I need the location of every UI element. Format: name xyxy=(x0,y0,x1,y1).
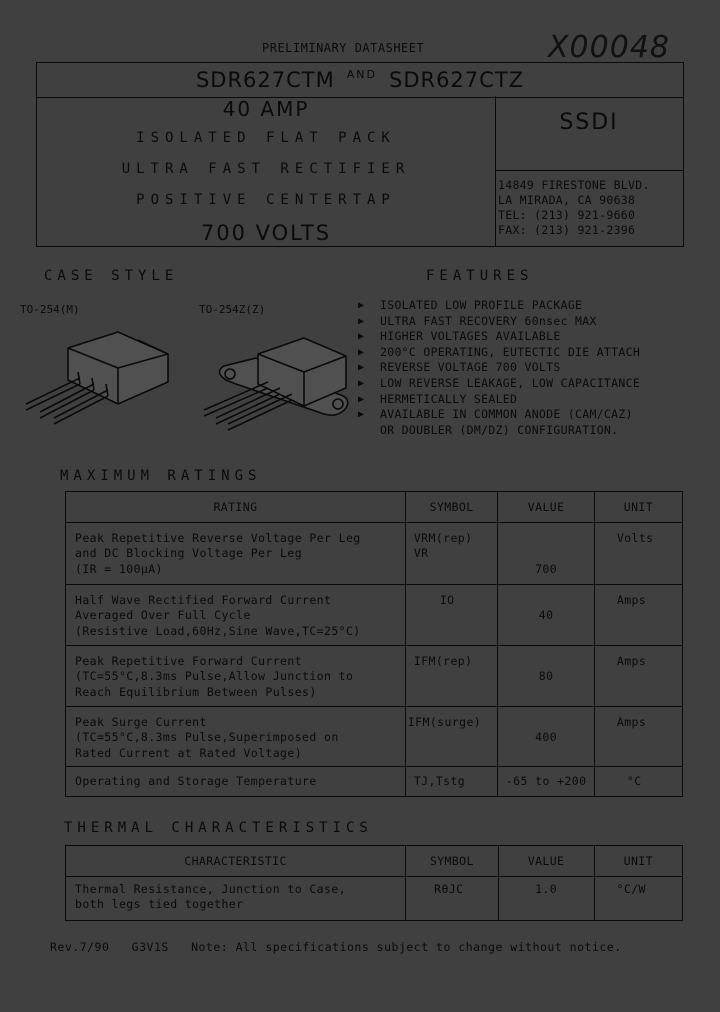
bullet-arrow-icon: ▶ xyxy=(358,315,365,327)
unit-cell: °C xyxy=(626,774,642,788)
doc-code: G3V1S xyxy=(131,940,169,954)
col-header-unit: UNIT xyxy=(594,846,682,877)
case-style-heading: CASE STYLE xyxy=(44,268,179,284)
table-row xyxy=(66,585,683,646)
bullet-arrow-icon: ▶ xyxy=(358,300,365,311)
symbol-cell: VRM(rep) VR xyxy=(413,531,473,561)
product-line-3: ULTRA FAST RECTIFIER xyxy=(121,161,411,177)
table-header-row xyxy=(66,492,683,523)
to254z-package-drawing xyxy=(196,318,361,433)
thermal-heading: THERMAL CHARACTERISTICS xyxy=(64,820,373,836)
divider xyxy=(496,170,683,171)
value-cell: 1.0 xyxy=(535,882,558,896)
bullet-arrow-icon: ▶ xyxy=(358,362,365,374)
unit-cell: Amps xyxy=(616,593,647,607)
package-label-1: TO-254(M) xyxy=(20,303,80,316)
symbol-cell: IO xyxy=(439,593,455,607)
bullet-arrow-icon: ▶ xyxy=(358,409,365,421)
rating-cell: Half Wave Rectified Forward Current Averaged Over Full Cycle (Resistive Load,60Hz,Sine Wave,TC=25°C) xyxy=(75,593,361,638)
value-cell: 400 xyxy=(535,730,558,745)
list-item: ▶ ISOLATED LOW PROFILE PACKAGE xyxy=(358,298,583,312)
rating-cell: Peak Repetitive Forward Current (TC=55°C,8.3ms Pulse,Allow Junction to Reach Equilibrium Between Pulses) xyxy=(75,654,354,699)
preliminary-label: PRELIMINARY DATASHEET xyxy=(262,41,425,55)
company-name: SSDI xyxy=(559,110,619,135)
col-header-rating: RATING xyxy=(66,492,406,523)
value-cell: 700 xyxy=(535,561,558,576)
table-header-row xyxy=(66,846,683,877)
package-label-2: TO-254Z(Z) xyxy=(199,303,266,316)
address-line-2: LA MIRADA, CA 90638 xyxy=(498,193,636,207)
handwritten-code: X00048 xyxy=(548,30,670,65)
title-strip xyxy=(36,62,684,98)
symbol-cell: TJ,Tstg xyxy=(413,774,466,788)
symbol-cell: RθJC xyxy=(434,882,464,896)
bullet-arrow-icon: ▶ xyxy=(358,393,365,405)
symbol-cell: IFM(rep) xyxy=(413,654,473,668)
characteristic-cell: Thermal Resistance, Junction to Case, both legs tied together xyxy=(75,882,346,912)
tel-line: TEL: (213) 921-9660 xyxy=(498,208,636,222)
col-header-symbol: SYMBOL xyxy=(406,846,498,877)
fax-line: FAX: (213) 921-2396 xyxy=(498,223,636,237)
table-row xyxy=(66,646,683,707)
list-item: ▶ HERMETICALLY SEALED xyxy=(358,391,518,406)
table-row xyxy=(66,877,683,921)
revision: Rev.7/90 xyxy=(50,940,110,954)
thermal-table xyxy=(65,845,683,921)
bullet-arrow-icon: ▶ xyxy=(358,346,365,358)
product-line-2: ISOLATED FLAT PACK xyxy=(136,130,396,146)
list-item: ▶ LOW REVERSE LEAKAGE, LOW CAPACITANCE xyxy=(358,375,641,390)
product-amps: 40 AMP xyxy=(222,97,310,121)
part-title xyxy=(37,63,683,97)
unit-cell: °C/W xyxy=(616,882,646,896)
rating-cell: Operating and Storage Temperature xyxy=(75,774,317,788)
unit-cell: Amps xyxy=(616,715,647,729)
bullet-arrow-icon: ▶ xyxy=(358,377,365,389)
features-heading: FEATURES xyxy=(426,268,534,284)
col-header-unit: UNIT xyxy=(594,492,682,523)
col-header-symbol: SYMBOL xyxy=(405,492,497,523)
list-item: ▶ ULTRA FAST RECOVERY 60nsec MAX xyxy=(358,313,597,328)
address-line-1: 14849 FIRESTONE BLVD. xyxy=(498,178,650,192)
and-word: AND xyxy=(346,67,377,81)
list-item: ▶ AVAILABLE IN COMMON ANODE (CAM/CAZ) xyxy=(358,407,633,422)
company-address xyxy=(498,178,650,238)
part-b: SDR627CTZ xyxy=(388,68,525,92)
symbol-cell: IFM(surge) xyxy=(407,715,482,729)
rating-cell: Peak Repetitive Reverse Voltage Per Leg and DC Blocking Voltage Per Leg (IR = 100µA) xyxy=(75,531,361,576)
col-header-value: VALUE xyxy=(498,846,594,877)
value-cell: -65 to +200 xyxy=(505,774,587,788)
table-row xyxy=(66,767,683,797)
table-row xyxy=(66,523,683,585)
bullet-arrow-icon: ▶ xyxy=(358,331,365,343)
table-row xyxy=(66,707,683,767)
list-item: ▶ REVERSE VOLTAGE 700 VOLTS xyxy=(358,360,561,375)
max-ratings-table xyxy=(65,491,683,797)
features-list xyxy=(358,298,640,438)
value-cell: 40 xyxy=(538,608,554,623)
product-line-4: POSITIVE CENTERTAP xyxy=(136,192,396,208)
col-header-value: VALUE xyxy=(498,492,595,523)
rating-cell: Peak Surge Current (TC=55°C,8.3ms Pulse,Superimposed on Rated Current at Rated Voltage) xyxy=(75,715,339,760)
footer xyxy=(50,940,622,954)
col-header-characteristic: CHARACTERISTIC xyxy=(66,846,406,877)
unit-cell: Volts xyxy=(616,531,654,545)
value-cell: 80 xyxy=(538,669,554,684)
product-volts: 700 VOLTS xyxy=(200,221,332,245)
to254-package-drawing xyxy=(18,320,178,430)
list-item: ▶ HIGHER VOLTAGES AVAILABLE xyxy=(358,329,561,344)
list-item-continuation: OR DOUBLER (DM/DZ) CONFIGURATION. xyxy=(380,422,619,437)
unit-cell: Amps xyxy=(616,654,647,668)
list-item: ▶ 200°C OPERATING, EUTECTIC DIE ATTACH xyxy=(358,344,641,359)
part-a: SDR627CTM xyxy=(195,68,335,92)
max-ratings-heading: MAXIMUM RATINGS xyxy=(60,468,262,484)
footer-note: Note: All specifications subject to change without notice. xyxy=(191,940,622,954)
